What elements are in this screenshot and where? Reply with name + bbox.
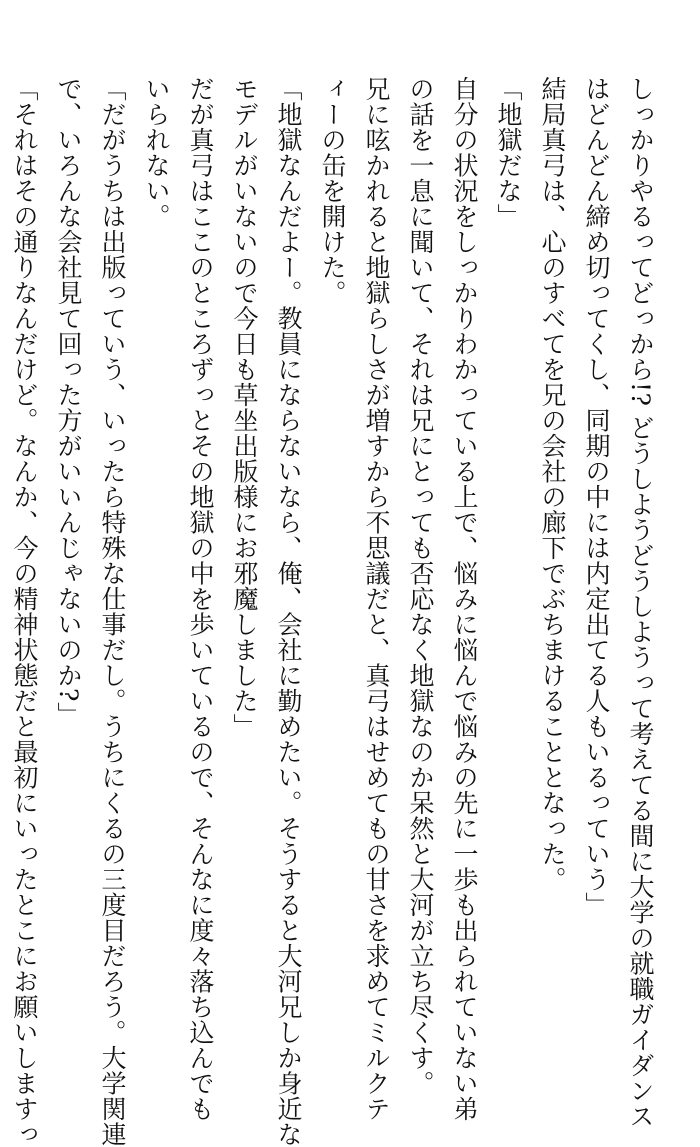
text-line-11: だが真弓はここのところずっとその地獄の中を歩いているので、そんなに度々落ち込んでも xyxy=(186,76,215,1122)
text-line-8: ィーの缶を開けた。 xyxy=(318,76,347,306)
text-line-1: しっかりやるってどっから!? どうしようどうしようって考えてる間に大学の就職ガイダンス xyxy=(626,76,655,1129)
text-line-3: 結局真弓は、心のすべてを兄の会社の廊下でぶちまけることとなった。 xyxy=(538,76,567,892)
text-line-15: 「それはその通りなんだけど。なんか、今の精神状態だと最初にいったとこにお願いしますっ xyxy=(10,76,39,1147)
text-line-7: 兄に呟かれると地獄らしさが増すから不思議だと、真弓はせめてもの甘さを求めてミルクテ xyxy=(362,76,391,1122)
text-line-13: 「だがうちは出版っていう、いったら特殊な仕事だし。うちにくるの三度目だろう。大学関連 xyxy=(98,76,127,1147)
text-line-10: モデルがいないので今日も草坐出版様にお邪魔しました」 xyxy=(230,76,259,739)
text-line-12: いられない。 xyxy=(142,76,171,229)
text-line-4: 「地獄だな」 xyxy=(494,76,523,229)
text-line-5: 自分の状況をしっかりわかっている上で、悩みに悩んで悩みの先に一歩も出られていない弟 xyxy=(450,76,479,1122)
text-line-6: の話を一息に聞いて、それは兄にとっても否応なく地獄なのか呆然と大河が立ち尽くす。 xyxy=(406,76,435,1096)
text-line-2: はどんどん締め切ってくし、同期の中には内定出てる人もいるっていう」 xyxy=(582,76,611,918)
text-line-9: 「地獄なんだよー。教員にならないなら、俺、会社に勤めたい。そうすると大河兄しか身近な xyxy=(274,76,303,1147)
text-line-14: で、いろんな会社見て回った方がいいんじゃないのか?」 xyxy=(54,76,83,728)
vertical-text-body xyxy=(0,76,662,1147)
